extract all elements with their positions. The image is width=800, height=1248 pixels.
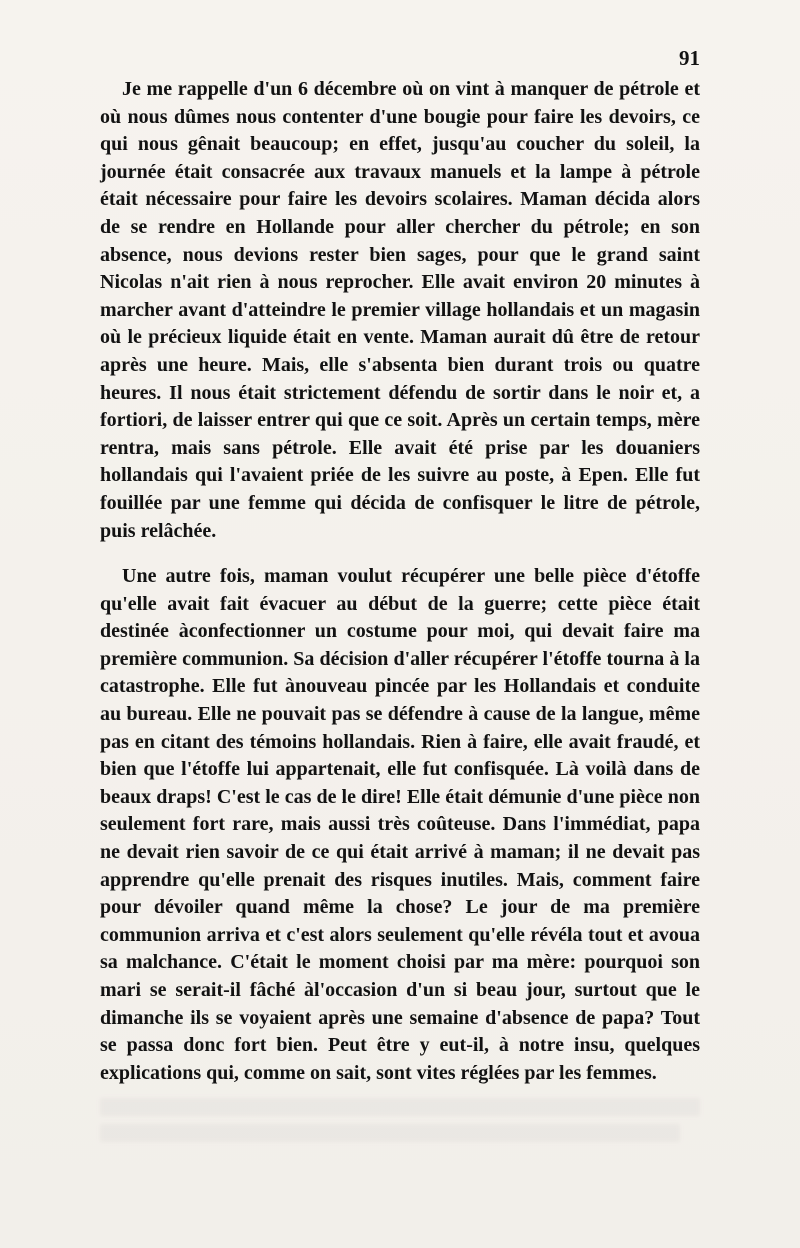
show-through-shadow: [100, 1124, 680, 1142]
paragraph-petrole: Je me rappelle d'un 6 décembre où on vint à manquer de pétrole et où nous dûmes nous contenter d'une bougie pour faire les devoirs, ce qui nous gênait beaucoup; en effet, jusqu'au coucher du soleil, la journée était consacrée aux travaux manuels et la lampe à pétrole était nécessaire pour faire les devoirs scolaires. Maman décida alors de se rendre en Hollande pour aller chercher du pétrole; en son absence, nous devions rester bien sages, pour que le grand saint Nicolas n'ait rien à nous reprocher. Elle avait environ 20 minutes à marcher avant d'atteindre le premier village hollandais et un magasin où le précieux liquide était en vente. Maman aurait dû être de retour après une heure. Mais, elle s'absenta bien durant trois ou quatre heures. Il nous était strictement défendu de sortir dans le noir et, a fortiori, de laisser entrer qui que ce soit. Après un certain temps, mère rentra, mais sans pétrole. Elle avait été prise par les douaniers hollandais qui l'avaient priée de les suivre au poste, à Epen. Elle fut fouillée par une femme qui décida de confisquer le litre de pétrole, puis relâchée.: [100, 78, 700, 542]
paragraph-etoffe: Une autre fois, maman voulut récupérer une belle pièce d'étoffe qu'elle avait fait évacuer au début de la guerre; cette pièce était destinée àconfectionner un costume pour moi, qui devait faire ma première communion. Sa décision d'aller récupérer l'étoffe tourna à la catastrophe. Elle fut ànouveau pincée par les Hollandais et conduite au bureau. Elle ne pouvait pas se défendre à cause de la langue, même pas en citant des témoins hollandais. Rien à faire, elle avait fraudé, et bien que l'étoffe lui appartenait, elle fut confisquée. Là voilà dans de beaux draps! C'est le cas de le dire! Elle était démunie d'une pièce non seulement fort rare, mais aussi très coûteuse. Dans l'immédiat, papa ne devait rien savoir de ce qui était arrivé à maman; il ne devait pas apprendre qu'elle prenait des risques inutiles. Mais, comment faire pour dévoiler quand même la chose? Le jour de ma première communion arriva et c'est alors seulement qu'elle révéla tout et avoua sa malchance. C'était le moment choisi par ma mère: pourquoi son mari se serait-il fâché àl'occasion d'un si beau jour, surtout que le dimanche ils se voyaient après une semaine d'absence de papa? Tout se passa donc fort bien. Peut être y eut-il, à notre insu, quelques explications qui, comme on sait, sont vites réglées par les femmes.: [100, 565, 700, 1084]
show-through-shadow: [100, 1098, 700, 1116]
body-text: [100, 76, 700, 1087]
page-number: 91: [679, 46, 700, 70]
